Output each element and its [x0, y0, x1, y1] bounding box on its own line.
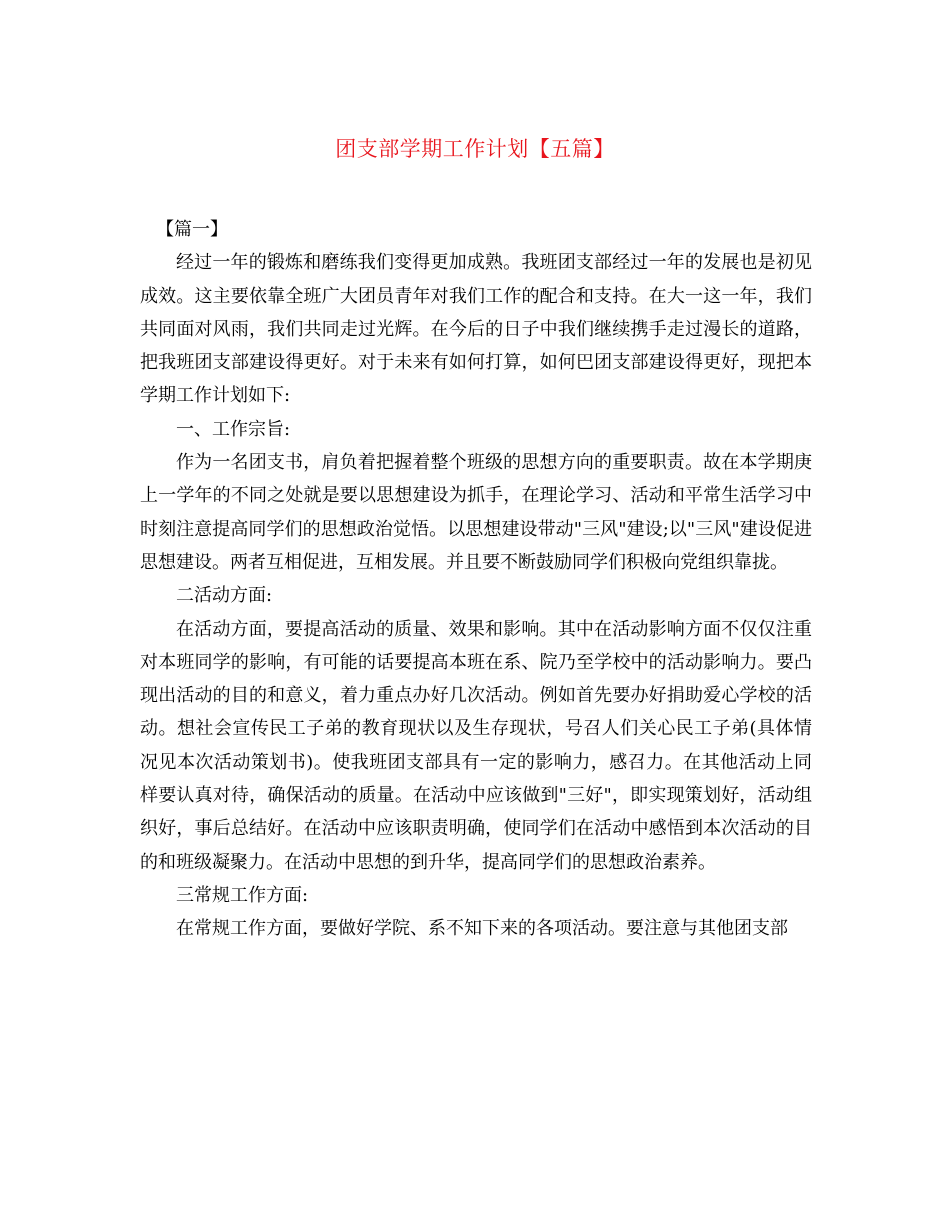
heading-activities: 二活动方面:	[176, 585, 273, 607]
heading-routine-work: 三常规工作方面:	[176, 884, 309, 906]
section-label: 【篇一】	[156, 219, 228, 240]
heading-work-purpose: 一、工作宗旨:	[176, 418, 291, 440]
document-body	[140, 213, 812, 946]
paragraph-work-purpose: 作为一名团支书，肩负着把握着整个班级的思想方向的重要职责。故在本学期庚上一学年的不同之处就是要以思想建设为抓手，在理论学习、活动和平常生活学习中时刻注意提高同学们的思想政治觉悟。以思想建设带动"三风"建设;以"三风"建设促进思想建设。两者互相促进，互相发展。并且要不断鼓励同学们积极向党组织靠拢。	[140, 452, 812, 573]
paragraph-activities: 在活动方面，要提高活动的质量、效果和影响。其中在活动影响方面不仅仅注重对本班同学的影响，有可能的话要提高本班在系、院乃至学校中的活动影响力。要凸现出活动的目的和意义，着力重点办好几次活动。例如首先要办好捐助爱心学校的活动。想社会宣传民工子弟的教育现状以及生存现状，号召人们关心民工子弟(具体情况见本次活动策划书)。使我班团支部具有一定的影响力，感召力。在其他活动上同样要认真对待，确保活动的质量。在活动中应该做到"三好"，即实现策划好，活动组织好，事后总结好。在活动中应该职责明确，使同学们在活动中感悟到本次活动的目的和班级凝聚力。在活动中思想的到升华，提高同学们的思想政治素养。	[140, 618, 812, 873]
paragraph-intro: 经过一年的锻炼和磨练我们变得更加成熟。我班团支部经过一年的发展也是初见成效。这主要依靠全班广大团员青年对我们工作的配合和支持。在大一这一年，我们共同面对风雨，我们共同走过光辉。在今后的日子中我们继续携手走过漫长的道路，把我班团支部建设得更好。对于未来有如何打算，如何巴团支部建设得更好，现把本学期工作计划如下:	[140, 252, 812, 407]
document-title: 团支部学期工作计划【五篇】	[335, 137, 615, 161]
paragraph-routine-work: 在常规工作方面，要做好学院、系不知下来的各项活动。要注意与其他团支部	[176, 918, 788, 940]
